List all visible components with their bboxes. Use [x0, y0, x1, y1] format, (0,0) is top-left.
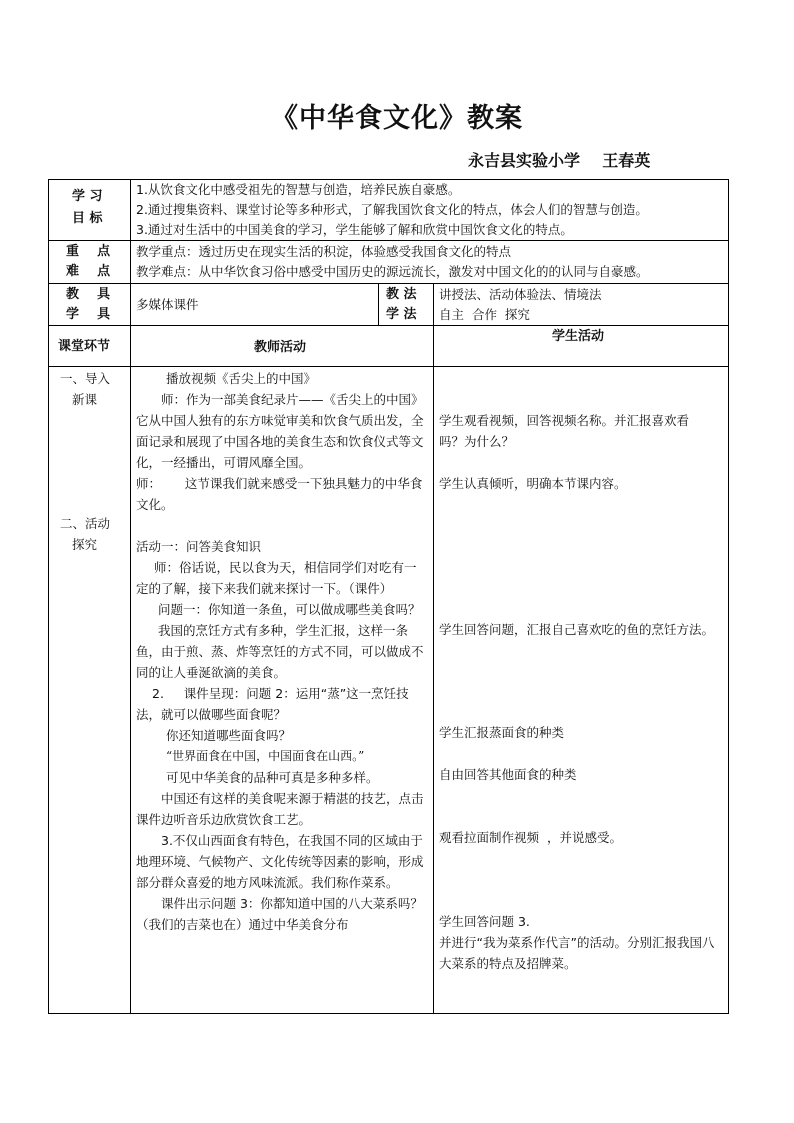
teacher-paragraph: 师：作为一部美食纪录片——《舌尖上的中国》它从中国人独有的东方味觉审美和饮食气质出发，全面记录和展现了中国各地的美食生态和饮食仪式等文化，一经播出，可谓风靡全国。	[136, 392, 424, 470]
tools-label: 学 具	[66, 307, 111, 322]
teacher-paragraph: 2. 课件呈现：问题 2：运用“蒸”这一烹饪技法，就可以做哪些面食呢？	[136, 686, 409, 722]
tools-value: 多媒体课件	[136, 297, 199, 312]
teacher-paragraph: “世界面食在中国，中国面食在山西。”	[166, 749, 365, 763]
stage-label: 探究	[72, 537, 98, 552]
student-item: 学生回答问题，汇报自己喜欢吃的鱼的烹饪方法。	[439, 622, 715, 637]
methods-value: 自主 合作 探究	[439, 307, 530, 322]
student-item: 学生认真倾听，明确本节课内容。	[439, 476, 627, 491]
stage-header: 课堂环节	[58, 339, 111, 354]
objective-line: 1.从饮食文化中感受祖先的智慧与创造，培养民族自豪感。	[136, 182, 461, 197]
teacher-header: 教师活动	[254, 340, 307, 355]
table-rule	[48, 366, 729, 367]
teacher-paragraph: 你还知道哪些面食吗？	[166, 728, 292, 743]
objective-line: 2.通过搜集资料、课堂讨论等多种形式，了解我国饮食文化的特点，体会人们的智慧与创造。	[136, 202, 648, 217]
teacher-paragraph: 3.不仅山西面食有特色，在我国不同的区域由于地理环境、气候物产、文化传统等因素的影响，形成部分群众喜爱的地方风味流派。我们称作菜系。	[136, 833, 424, 890]
table-rule	[48, 283, 729, 284]
table-rule	[433, 283, 434, 1014]
teacher-paragraph: 课件出示问题 3：你都知道中国的八大菜系吗？（我们的吉菜也在）通过中华美食分布	[136, 896, 423, 932]
methods-label: 学 法	[386, 307, 417, 322]
keypoints-label: 难 点	[66, 264, 111, 279]
table-rule	[48, 179, 49, 1014]
teacher-activity	[136, 368, 427, 935]
stage-label: 新课	[72, 392, 98, 407]
table-rule	[378, 283, 379, 326]
teacher-paragraph	[136, 515, 427, 536]
objectives-label: 学 习	[72, 189, 103, 204]
student-item: 自由回答其他面食的种类	[439, 767, 577, 782]
teacher-paragraph: 我国的烹饪方式有多种，学生汇报，这样一条鱼，由于煎、蒸、炸等烹饪的方式不同，可以做成不同的让人垂涎欲滴的美食。	[136, 623, 424, 680]
table-rule	[728, 179, 729, 1014]
teacher-paragraph: 播放视频《舌尖上的中国》	[166, 371, 317, 386]
stage-label: 二、活动	[60, 516, 111, 531]
table-rule	[48, 325, 729, 326]
objective-line: 3.通过对生活中的中国美食的学习，学生能够了解和欣赏中国饮食文化的特点。	[136, 222, 573, 237]
tools-label: 教 具	[66, 287, 111, 302]
student-item: 观看拉面制作视频 ，并说感受。	[439, 830, 622, 845]
author-line: 永吉县实验小学 王春英	[468, 151, 651, 170]
student-item: 并进行“我为菜系作代言”的活动。分别汇报我国八大菜系的特点及招牌菜。	[439, 935, 715, 971]
keypoint-line: 教学难点：从中华饮食习俗中感受中国历史的源远流长，激发对中国文化的的认同与自豪感。	[136, 264, 649, 279]
student-item: 学生观看视频，回答视频名称。并汇报喜欢看吗？为什么？	[439, 413, 690, 449]
table-rule	[130, 179, 131, 1014]
table-rule	[48, 179, 729, 180]
methods-label: 教 法	[386, 287, 417, 302]
stage-label: 一、导入	[60, 371, 111, 386]
student-header: 学生活动	[552, 329, 605, 344]
table-rule	[48, 1013, 729, 1014]
methods-value: 讲授法、活动体验法、情境法	[439, 287, 602, 302]
student-item: 学生回答问题 3.	[439, 914, 530, 929]
keypoint-line: 教学重点：透过历史在现实生活的积淀，体验感受我国食文化的特点	[136, 244, 512, 259]
teacher-paragraph: 可见中华美食的品种可真是多种多样。	[166, 770, 379, 785]
teacher-paragraph: 问题一：你知道一条鱼，可以做成哪些美食吗？	[158, 602, 421, 617]
teacher-paragraph: 师：俗话说，民以食为天，相信同学们对吃有一定的了解，接下来我们就来探讨一下。（课件）	[136, 560, 417, 596]
keypoints-label: 重 点	[66, 244, 111, 259]
student-item: 学生汇报蒸面食的种类	[439, 725, 565, 740]
table-rule	[48, 240, 729, 241]
teacher-paragraph: 师： 这节课我们就来感受一下独具魅力的中华食文化。	[136, 476, 423, 512]
teacher-paragraph: 中国还有这样的美食呢来源于精湛的技艺，点击课件边听音乐边欣赏饮食工艺。	[136, 791, 424, 827]
objectives-label: 目 标	[72, 211, 103, 226]
document-title: 《中华食文化》教案	[271, 103, 523, 134]
teacher-paragraph: 活动一：问答美食知识	[136, 539, 262, 554]
